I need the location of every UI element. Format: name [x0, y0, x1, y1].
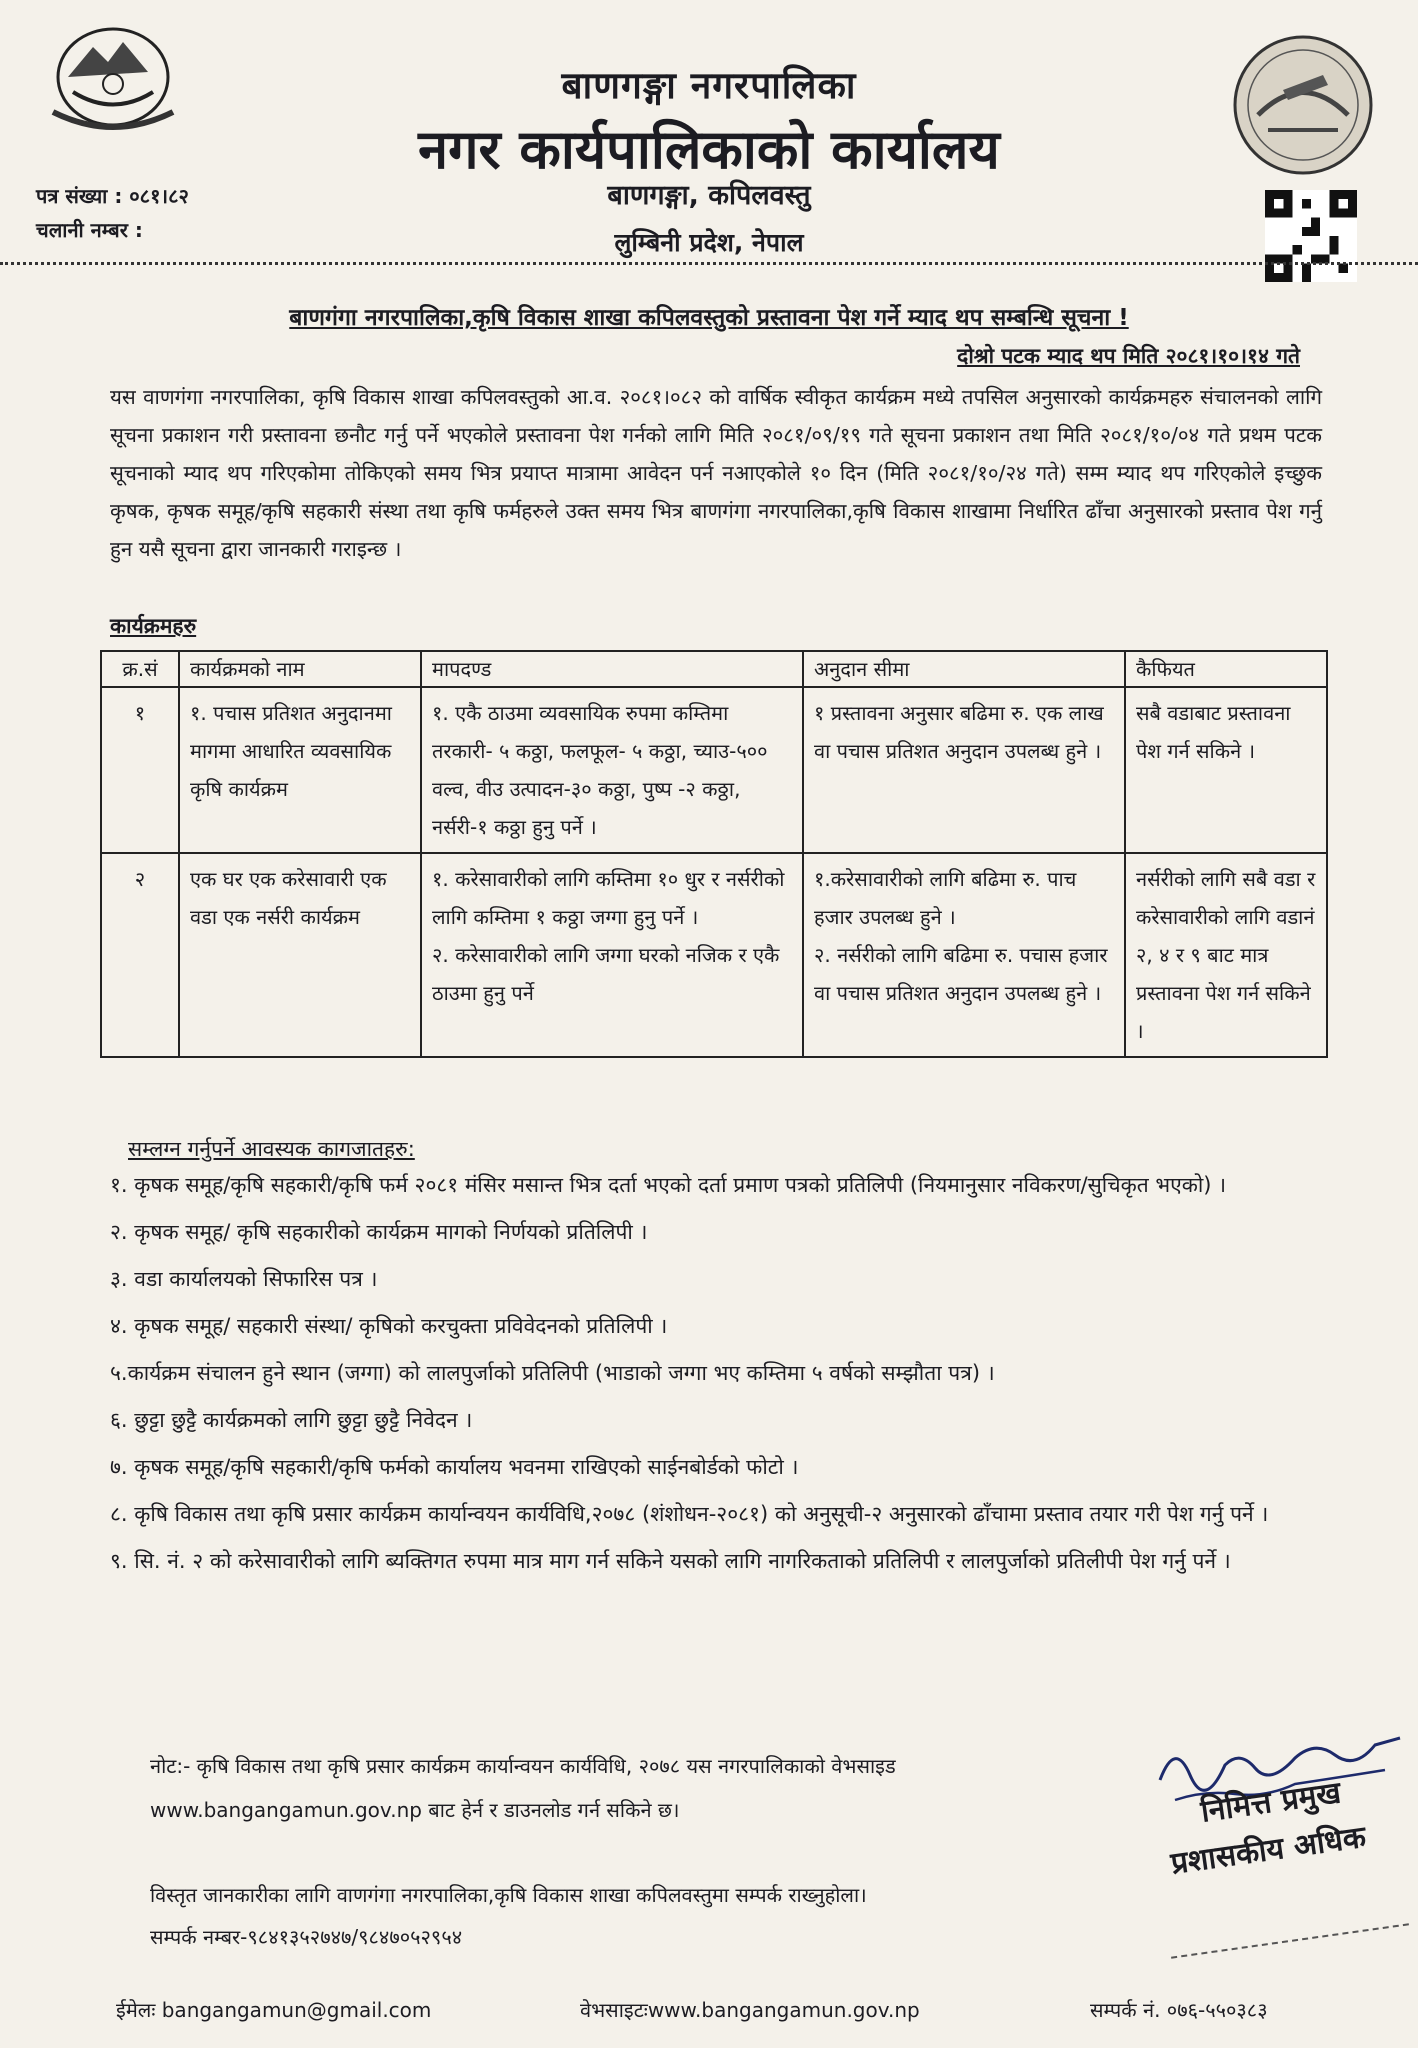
criteria-item: २. करेसावारीको लागि जग्गा घरको नजिक र एकै ठाउमा हुनु पर्ने [432, 943, 780, 1005]
program-remarks: नर्सरीको लागि सबै वडा र करेसावारीको लागि वडानं २, ४ र ९ बाट मात्र प्रस्तावना पेश गर्न सकिने । [1125, 853, 1327, 1057]
office-province: लुम्बिनी प्रदेश, नेपाल [614, 228, 804, 257]
list-item: ५.कार्यक्रम संचालन हुने स्थान (जग्गा) को लालपुर्जाको प्रतिलिपी (भाडाको जग्गा भए कम्तिमा ५ वर्षको सम्झौता पत्र) । [110, 1361, 995, 1385]
program-name: १. पचास प्रतिशत अनुदानमा मागमा आधारित व्यवसायिक कृषि कार्यक्रम [179, 687, 421, 853]
deadline-extension-date: दोश्रो पटक म्याद थप मिति २०८१।१०।१४ गते [957, 344, 1300, 368]
office-location: बाणगङ्गा, कपिलवस्तु [607, 180, 811, 211]
footer-email: ईमेलः bangangamun@gmail.com [116, 1998, 432, 2022]
footer-phone: सम्पर्क नं. ०७६-५५०३८३ [1090, 1998, 1268, 2022]
table-row [101, 687, 1327, 853]
grant-item: १.करेसावारीको लागि बढिमा रु. पाच हजार उपलब्ध हुने । [814, 867, 1077, 929]
notice-subject: बाणगंगा नगरपालिका,कृषि विकास शाखा कपिलवस्तुको प्रस्तावना पेश गर्ने म्याद थप सम्बन्धि सूचना ! [289, 305, 1129, 331]
note-section [150, 1744, 1110, 1832]
grant-item: १ प्रस्तावना अनुसार बढिमा रु. एक लाख वा पचास प्रतिशत अनुदान उपलब्ध हुने । [814, 701, 1104, 763]
signature-line [1171, 1923, 1409, 1958]
list-item: ७. कृषक समूह/कृषि सहकारी/कृषि फर्मको कार्यालय भवनमा राखिएको साईनबोर्डको फोटो । [110, 1455, 799, 1479]
required-documents-list [110, 1165, 1330, 1588]
criteria-item: १. करेसावारीको लागि कम्तिमा १० धुर र नर्सरीको लागि कम्तिमा १ कठ्ठा जग्गा हुनु पर्ने । [432, 867, 785, 929]
contact-section [150, 1874, 1150, 1958]
program-criteria [421, 853, 803, 1057]
column-header: मापदण्ड [421, 651, 803, 687]
programs-heading: कार्यक्रमहरु [110, 614, 197, 638]
header-divider [0, 262, 1418, 265]
table-header-row [101, 651, 1327, 687]
program-criteria [421, 687, 803, 853]
note-line: www.bangangamun.gov.np बाट हेर्न र डाउनलोड गर्न सकिने छ। [150, 1798, 680, 1822]
grant-limit [803, 687, 1125, 853]
table-row [101, 853, 1327, 1057]
office-name: नगर कार्यपालिकाको कार्यालय [418, 118, 1000, 181]
grant-item: २. नर्सरीको लागि बढिमा रु. पचास हजार वा पचास प्रतिशत अनुदान उपलब्ध हुने । [814, 943, 1108, 1005]
signatory-title: निमित्त प्रमुख [1198, 1775, 1344, 1830]
signatory-designation: प्रशासकीय अधिक [1168, 1819, 1369, 1882]
program-remarks: सबै वडाबाट प्रस्तावना पेश गर्न सकिने । [1125, 687, 1327, 853]
list-item: ६. छुट्टा छुट्टै कार्यक्रमको लागि छुट्टा छुट्टै निवेदन । [110, 1408, 473, 1432]
column-header: क्र.सं [101, 651, 179, 687]
serial-number: १ [101, 687, 179, 853]
criteria-item: १. एकै ठाउमा व्यवसायिक रुपमा कम्तिमा तरकारी- ५ कठ्ठा, फलफूल- ५ कठ्ठा, च्याउ-५०० वल्व, वीउ उत्पादन-३० कठ्ठा, पुष्प -२ कठ्ठा, नर्सरी-१ कठ्ठा हुनु पर्ने । [432, 701, 768, 839]
dispatch-number-label: चलानी नम्बर : [36, 218, 143, 242]
column-header: कार्यक्रमको नाम [179, 651, 421, 687]
list-item: ३. वडा कार्यालयको सिफारिस पत्र । [110, 1267, 378, 1291]
municipality-name: बाणगङ्गा नगरपालिका [561, 64, 857, 107]
letter-reference-number: पत्र संख्या : ०८१।८२ [36, 184, 189, 208]
column-header: कैफियत [1125, 651, 1327, 687]
required-documents-heading: सम्लग्न गर्नुपर्ने आवस्यक कागजातहरु: [128, 1137, 415, 1161]
contact-numbers: सम्पर्क नम्बर-९८४१३५२७४७/९८४७०५२९५४ [150, 1925, 463, 1949]
serial-number: २ [101, 853, 179, 1057]
list-item: २. कृषक समूह/ कृषि सहकारीको कार्यक्रम मागको निर्णयको प्रतिलिपी । [110, 1220, 648, 1244]
list-item: ९. सि. नं. २ को करेसावारीको लागि ब्यक्तिगत रुपमा मात्र माग गर्न सकिने यसको लागि नागरिकताको प्रतिलिपी र लालपुर्जाको प्रतिलीपी पेश गर्नु पर्ने । [110, 1549, 1231, 1573]
grant-limit [803, 853, 1125, 1057]
footer-website: वेभसाइटःwww.bangangamun.gov.np [580, 1998, 920, 2022]
programs-table [100, 650, 1328, 1058]
list-item: ४. कृषक समूह/ सहकारी संस्था/ कृषिको करचुक्ता प्रविवेदनको प्रतिलिपी । [110, 1314, 668, 1338]
note-line: नोट:- कृषि विकास तथा कृषि प्रसार कार्यक्रम कार्यान्वयन कार्यविधि, २०७८ यस नगरपालिकाको वेभसाइड [150, 1754, 896, 1778]
program-name: एक घर एक करेसावारी एक वडा एक नर्सरी कार्यक्रम [179, 853, 421, 1057]
column-header: अनुदान सीमा [803, 651, 1125, 687]
notice-body: यस वाणगंगा नगरपालिका, कृषि विकास शाखा कपिलवस्तुको आ.व. २०८१।०८२ को वार्षिक स्वीकृत कार्यक्रम मध्ये तपसिल अनुसारको कार्यक्रमहरु संचालनको लागि सूचना प्रकाशन गरी प्रस्तावना छनौट गर्नु पर्ने भएकोले प्रस्तावना पेश गर्नको लागि मिति २०८१/०९/१९ गते सूचना प्रकाशन तथा मिति २०८१/१०/०४ गते प्रथम पटक सूचनाको म्याद थप गरिएकोमा तोकिएको समय भित्र प्रयाप्त मात्रामा आवेदन पर्न नआएकोले १० दिन (मिति २०८१/१०/२४ गते) सम्म म्याद थप गरिएकोले इच्छुक कृषक, कृषक समूह/कृषि सहकारी संस्था तथा कृषि फर्महरुले उक्त समय भित्र बाणगंगा नगरपालिका,कृषि विकास शाखामा निर्धारित ढाँचा अनुसारको प्रस्ताव पेश गर्नु हुन यसै सूचना द्वारा जानकारी गराइन्छ । [110, 385, 1322, 561]
contact-info-line: विस्तृत जानकारीका लागि वाणगंगा नगरपालिका,कृषि विकास शाखा कपिलवस्तुमा सम्पर्क राख्नुहोला। [150, 1883, 867, 1907]
list-item: १. कृषक समूह/कृषि सहकारी/कृषि फर्म २०८१ मंसिर मसान्त भित्र दर्ता भएको दर्ता प्रमाण पत्रको प्रतिलिपी (नियमानुसार नविकरण/सुचिकृत भएको) । [110, 1173, 1227, 1197]
list-item: ८. कृषि विकास तथा कृषि प्रसार कार्यक्रम कार्यान्वयन कार्यविधि,२०७८ (शंशोधन-२०८१) को अनुसूची-२ अनुसारको ढाँचामा प्रस्ताव तयार गरी पेश गर्नु पर्ने । [110, 1502, 1269, 1526]
